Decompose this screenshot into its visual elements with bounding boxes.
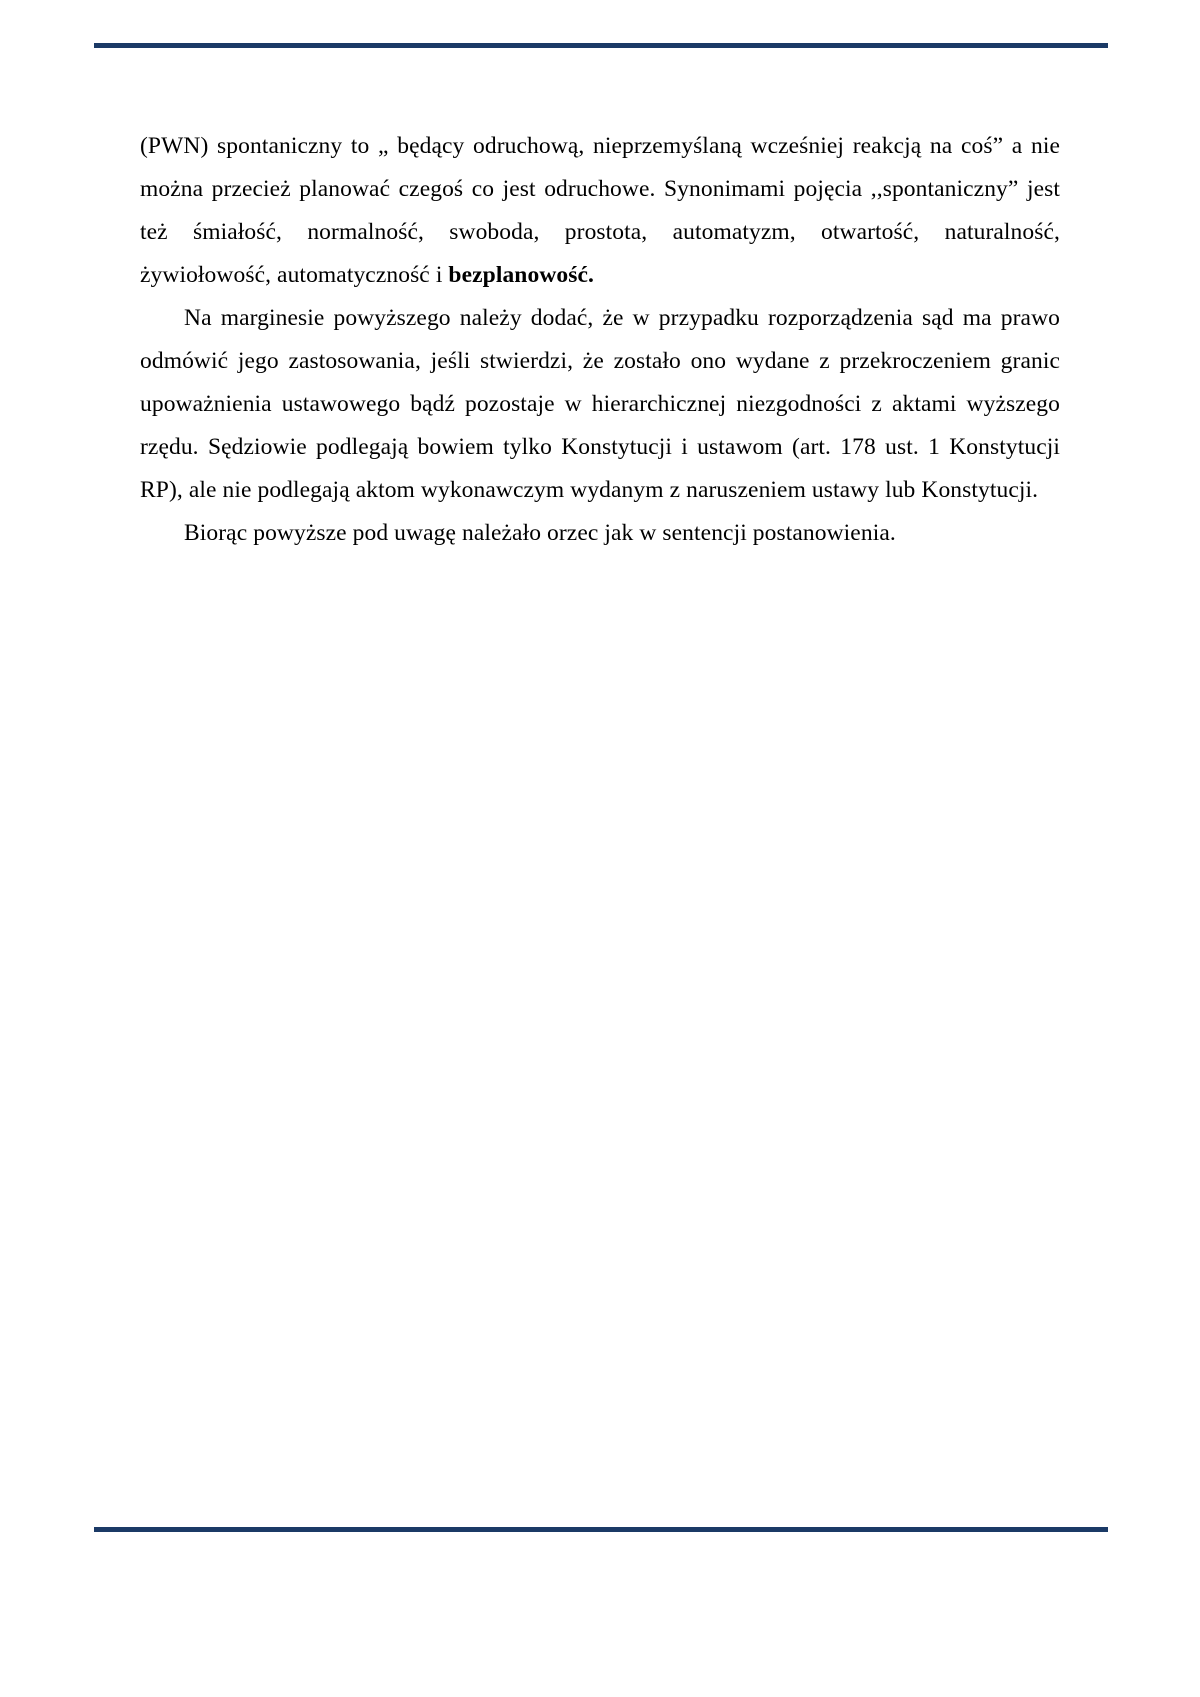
paragraph-text-run: (PWN) spontaniczny to „ będący odruchową, nieprzemyślaną wcześniej reakcją na coś” a nie można przecież planować czegoś co jest odruchowe. Synonimami pojęcia ,,spontaniczny” jest też śmiałość, normalność, swoboda, prostota, automatyzm, otwartość, naturalność, żywiołowość, automatyczność i xyxy=(140,133,1060,288)
paragraph-court-refusal: Na marginesie powyższego należy dodać, że w przypadku rozporządzenia sąd ma prawo odmówić jego zastosowania, jeśli stwierdzi, że zostało ono wydane z przekroczeniem granic upoważnienia ustawowego bądź pozostaje w hierarchicznej niezgodności z aktami wyższego rzędu. Sędziowie podlegają bowiem tylko Konstytucji i ustawom (art. 178 ust. 1 Konstytucji RP), ale nie podlegają aktom wykonawczym wydanym z naruszeniem ustawy lub Konstytucji. xyxy=(140,305,1060,503)
document-body xyxy=(140,125,1060,555)
paragraph-pwn-definition xyxy=(140,125,1060,297)
paragraph-conclusion: Biorąc powyższe pod uwagę należało orzec jak w sentencji postanowienia. xyxy=(184,520,896,546)
paragraph-bold-run: bezplanowość. xyxy=(448,262,594,288)
footer-rule xyxy=(94,1527,1108,1532)
header-rule xyxy=(94,43,1108,48)
